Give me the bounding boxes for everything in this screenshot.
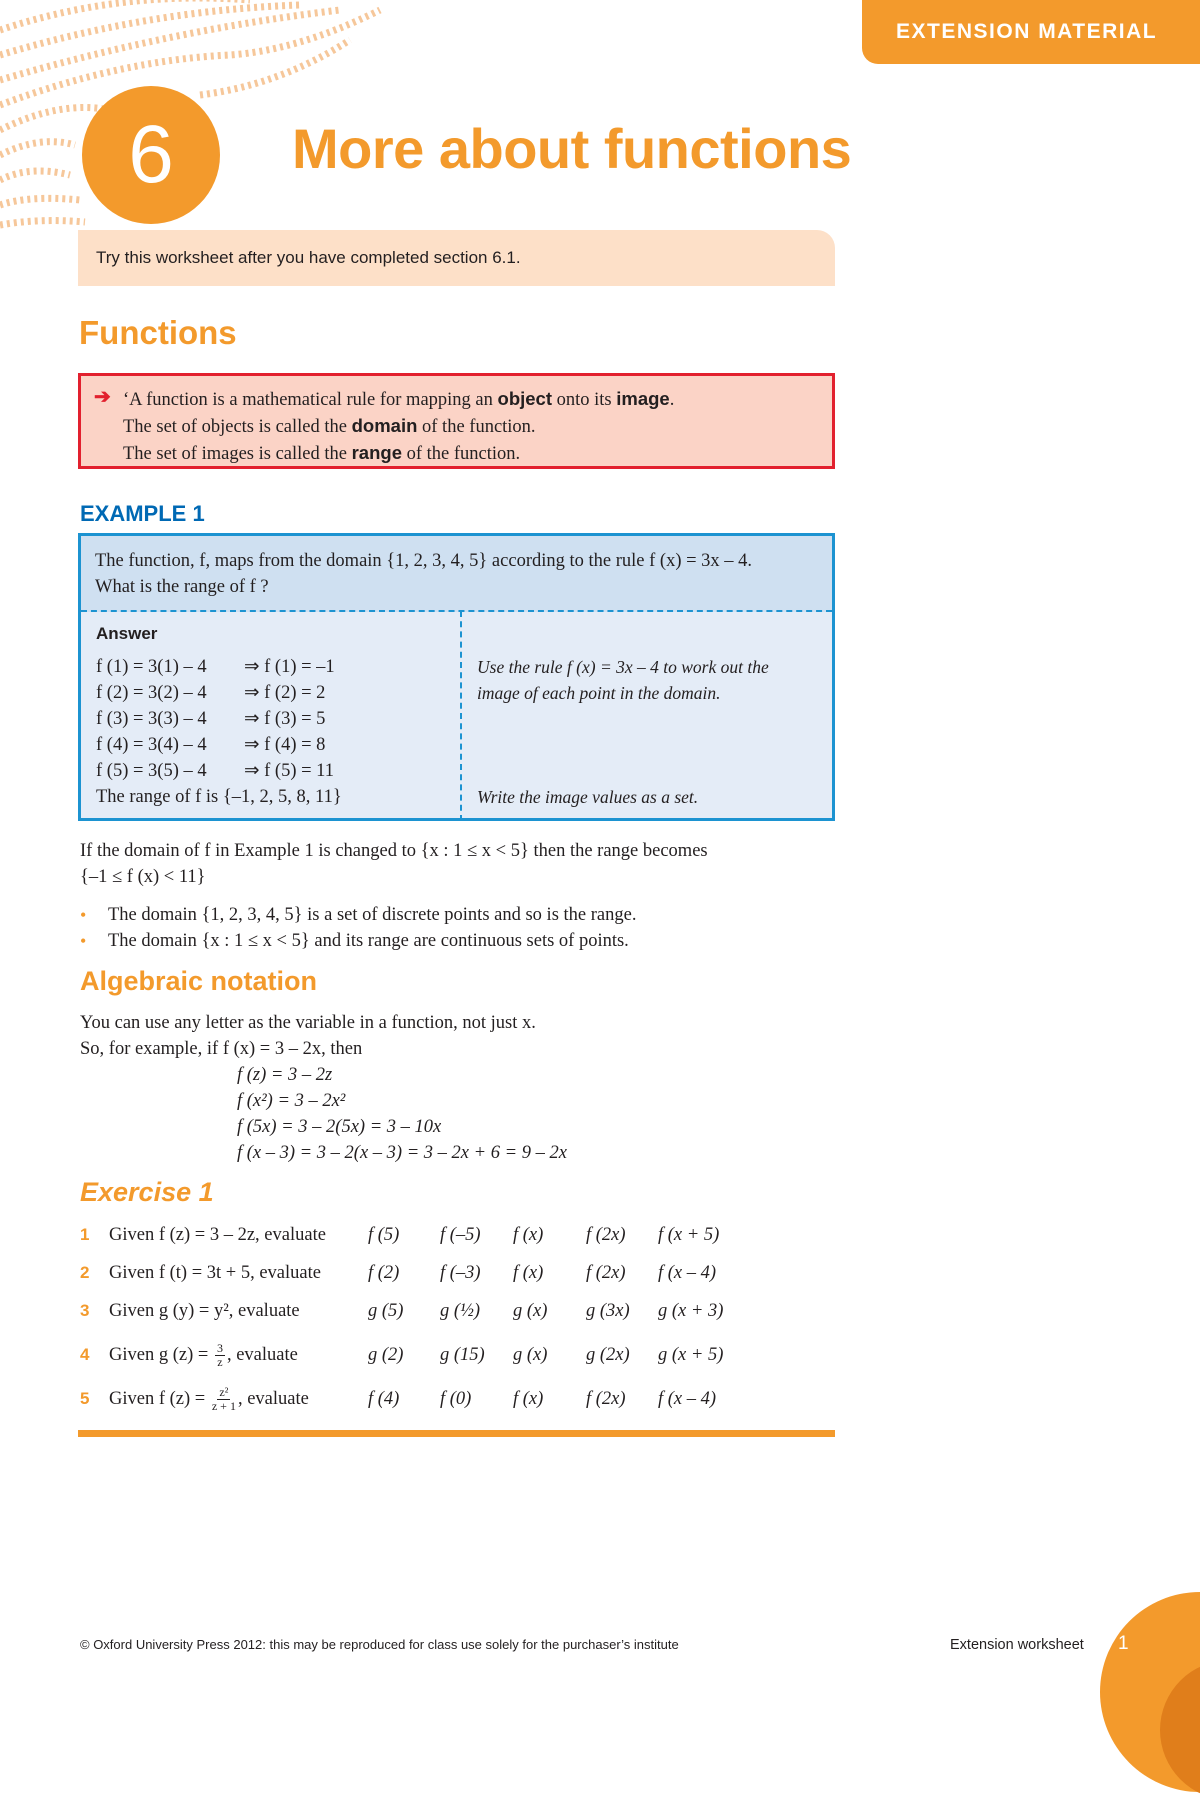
functions-heading: Functions: [79, 314, 237, 351]
definition-box: [78, 373, 835, 469]
definition-line-2: The set of objects is called the domain of the function.: [123, 415, 536, 437]
extension-material-tab: EXTENSION MATERIAL: [862, 0, 1200, 64]
definition-line-3: The set of images is called the range of the function.: [123, 442, 521, 464]
arrow-icon: ➔: [94, 386, 111, 408]
example-question: [81, 536, 832, 612]
algebraic-equations: [237, 1062, 567, 1166]
section-divider: [78, 1430, 835, 1437]
example-note-2: Write the image values as a set.: [477, 787, 699, 807]
exercise-item: 3 Given g (y) = y², evaluate g (5) g (½) g (x) g (3x) g (x + 3): [80, 1300, 724, 1321]
intro-note: Try this worksheet after you have completed section 6.1.: [78, 230, 835, 286]
exercise-item: 1 Given f (z) = 3 – 2z, evaluate f (5) f (–5) f (x) f (2x) f (x + 5): [80, 1224, 720, 1245]
answer-label: Answer: [96, 624, 158, 643]
chapter-title: More about functions: [292, 117, 852, 180]
example-box: [78, 533, 835, 821]
continuous-paragraph: If the domain of f in Example 1 is changed to {x : 1 ≤ x < 5} then the range becomes {–1 ≤ f (x) < 11}: [80, 841, 708, 887]
page-number: 1: [1118, 1633, 1129, 1654]
divider-horizontal: [81, 610, 832, 612]
equation: f (x²) = 3 – 2x²: [237, 1091, 346, 1111]
exercise-item: 5 Given f (z) = $\frac{\text{z²}}{z + 1}$ , evaluate f (4) f (0) f (x) f (2x) f (x – 4): [80, 1384, 717, 1413]
equation: f (5x) = 3 – 2(5x) = 3 – 10x: [237, 1117, 442, 1137]
chapter-number-badge: 6: [82, 86, 220, 224]
list-item: • The domain {1, 2, 3, 4, 5} is a set of discrete points and so is the range.: [80, 905, 637, 925]
range-line: The range of f is {–1, 2, 5, 8, 11}: [96, 787, 342, 807]
working-line: f (4) = 3(4) – 4 ⇒ f (4) = 8: [96, 735, 326, 755]
algebraic-heading: Algebraic notation: [80, 966, 318, 996]
list-item: • The domain {x : 1 ≤ x < 5} and its range are continuous sets of points.: [80, 931, 629, 951]
working-line: f (1) = 3(1) – 4 ⇒ f (1) = –1: [96, 657, 335, 677]
equation: f (x – 3) = 3 – 2(x – 3) = 3 – 2x + 6 = 9 – 2x: [237, 1143, 567, 1163]
working-line: f (5) = 3(5) – 4 ⇒ f (5) = 11: [96, 761, 334, 781]
bullet-list: [80, 902, 636, 954]
exercise-heading: Exercise 1: [80, 1177, 214, 1207]
answer-working: [96, 654, 342, 810]
working-line: f (2) = 3(2) – 4 ⇒ f (2) = 2: [96, 683, 326, 703]
algebraic-intro: You can use any letter as the variable in a function, not just x. So, for example, if f (x) = 3 – 2x, then: [80, 1013, 536, 1059]
question-line-1: The function, f, maps from the domain {1, 2, 3, 4, 5} according to the rule f (x) = 3x – 4.: [95, 551, 753, 571]
divider-vertical: [460, 611, 462, 821]
question-line-2: What is the range of f ?: [95, 577, 269, 597]
footer-label: Extension worksheet: [950, 1637, 1084, 1653]
equation: f (z) = 3 – 2z: [237, 1065, 333, 1085]
example-note-1: Use the rule f (x) = 3x – 4 to work out the image of each point in the domain.: [477, 657, 769, 703]
definition-line-1: ‘A function is a mathematical rule for mapping an object onto its image.: [123, 388, 675, 410]
working-line: f (3) = 3(3) – 4 ⇒ f (3) = 5: [96, 709, 326, 729]
copyright-notice: © Oxford University Press 2012: this may be reproduced for class use solely for the purchaser’s institute: [80, 1637, 679, 1652]
exercise-item: 2 Given f (t) = 3t + 5, evaluate f (2) f (–3) f (x) f (2x) f (x – 4): [80, 1262, 717, 1283]
exercise-item: 4 Given g (z) = $\frac{3}{z}$ , evaluate g (2) g (15) g (x) g (2x) g (x + 5): [80, 1340, 724, 1369]
example-heading: EXAMPLE 1: [80, 501, 205, 526]
